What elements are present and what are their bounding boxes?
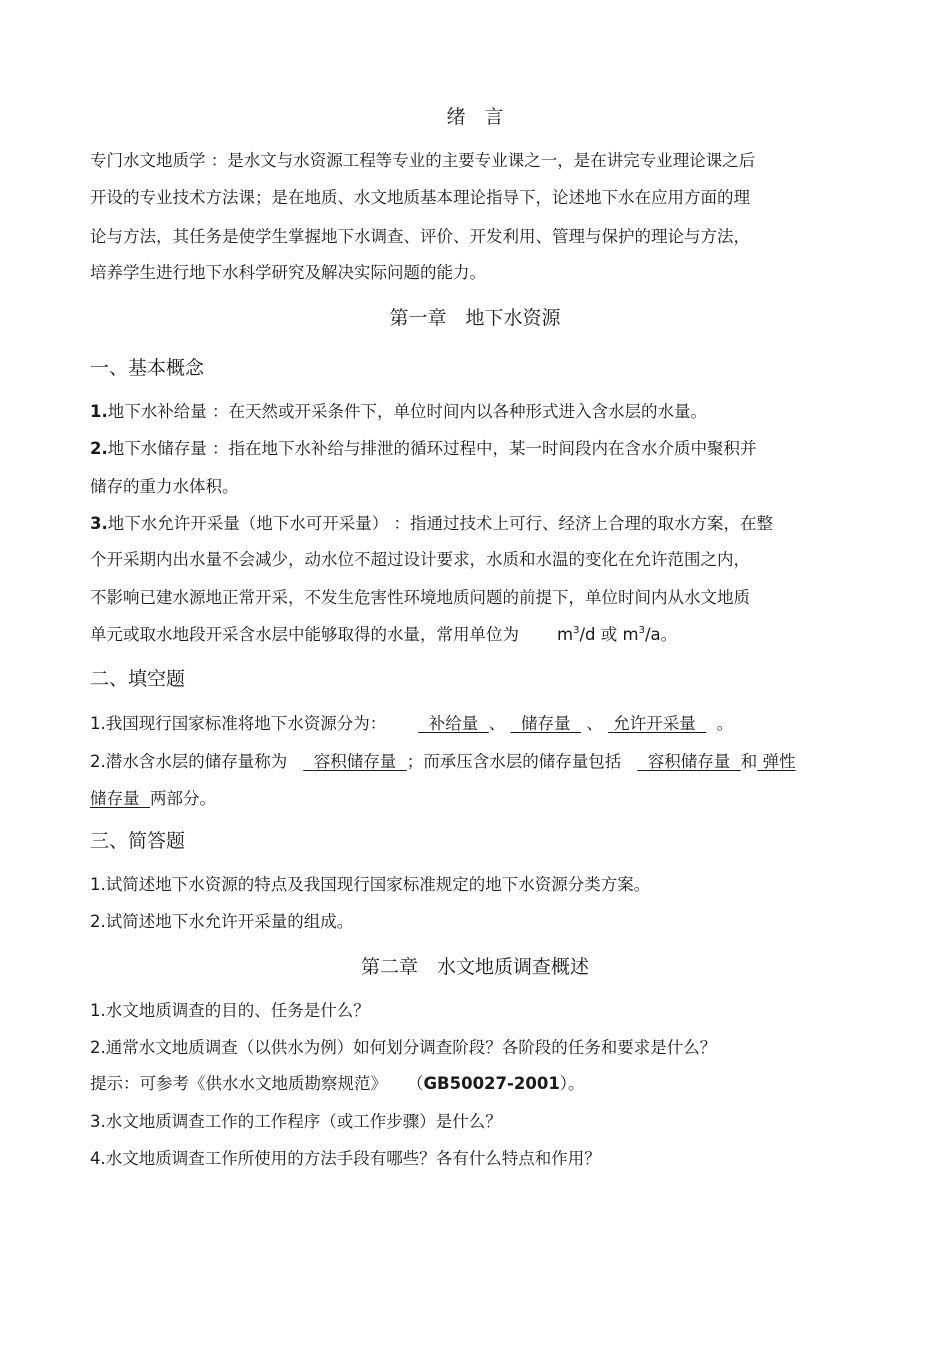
short-answer-question-1: 1.试简述地下水资源的特点及我国现行国家标准规定的地下水资源分类方案。 (90, 875, 651, 894)
fill-question-2-prefix: 2.潜水含水层的储存量称为 (90, 752, 288, 771)
section-short-answer-heading: 三、简答题 (90, 830, 186, 852)
answer-volumetric-storage-2: 容积储存量 (647, 752, 731, 771)
hint-standard-code: GB50027-2001 (423, 1074, 560, 1093)
intro-line-1: 专门水文地质学 ：是水文与水资源工程等专业的主要专业课之一，是在讲完专业理论课之后 (90, 151, 756, 170)
unit-or-word: 或 (600, 625, 618, 644)
chapter-2-question-3: 3.水文地质调查工作的工作程序（或工作步骤）是什么？ (90, 1112, 502, 1131)
definition-2-number: 2. (90, 439, 108, 458)
chapter-2-hint: 提示：可参考《供水水文地质勘察规范》 （GB50027-2001）。 (90, 1074, 585, 1093)
definition-3-line-1 (90, 513, 773, 535)
definition-3-line-4: 单元或取水地段开采含水层中能够取得的水量，常用单位为 $m^3/d$ 或 $m^3/a$。 (90, 625, 678, 644)
chapter-2-question-1: 1.水文地质调查的目的、任务是什么？ (90, 1001, 370, 1020)
answer-volumetric-storage: 容积储存量 (313, 752, 397, 771)
definition-1 (90, 401, 707, 423)
definition-3-line-3: 不影响已建水源地正常开采，不发生危害性环境地质问题的前提下，单位时间内从水文地质 (90, 588, 750, 607)
definition-3-number: 3. (90, 514, 108, 533)
short-answer-question-2: 2.试简述地下水允许开采量的组成。 (90, 912, 354, 931)
answer-storage: 储存量 (521, 714, 571, 733)
definition-1-text: 地下水补给量 ：在天然或开采条件下，单位时间内以各种形式进入含水层的水量。 (107, 402, 707, 421)
answer-recharge: 补给量 (428, 714, 479, 733)
chapter-1-title: 第一章 地下水资源 (389, 307, 561, 329)
fill-question-2-line-2: 储存量 两部分。 (90, 789, 216, 808)
answer-allowable-yield: 允许开采量 (613, 714, 696, 733)
intro-line-2: 开设的专业技术方法课；是在地质、水文地质基本理论指导下，论述地下水在应用方面的理 (90, 188, 750, 207)
unit-m3-per-year: $m^3/a$ (622, 625, 661, 644)
definition-2-line-1 (90, 438, 757, 460)
section-fill-blank-heading: 二、填空题 (90, 668, 186, 690)
chapter-2-question-4: 4.水文地质调查工作所使用的方法手段有哪些？各有什么特点和作用？ (90, 1149, 601, 1168)
definition-1-number: 1. (90, 402, 108, 421)
definition-3-line-4-text: 单元或取水地段开采含水层中能够取得的水量，常用单位为 (90, 625, 519, 644)
definition-3-line-2: 个开采期内出水量不会减少，动水位不超过设计要求，水质和水温的变化在允许范围之内， (90, 550, 750, 569)
unit-m3-per-day: $m^3/d$ (557, 625, 596, 644)
fill-question-1: 1.我国现行国家标准将地下水资源分为： 补给量 、 储存量 、 允许开采量 。 (90, 714, 734, 733)
answer-elastic-storage-part-1: 弹性 (762, 752, 796, 771)
definition-2-text: 地下水储存量 ：指在地下水补给与排泄的循环过程中，某一时间段内在含水介质中聚积并 (107, 439, 757, 458)
intro-line-4: 培养学生进行地下水科学研究及解决实际问题的能力。 (90, 263, 486, 282)
section-basic-concepts-heading: 一、基本概念 (90, 357, 205, 379)
chapter-2-title: 第二章 水文地质调查概述 (360, 956, 589, 978)
intro-title: 绪 言 (446, 106, 504, 128)
fill-question-2-line-1: 2.潜水含水层的储存量称为 容积储存量 ；而承压含水层的储存量包括 容积储存量 和 弹性 (90, 752, 796, 771)
answer-elastic-storage-part-2: 储存量 (90, 789, 140, 808)
intro-line-3: 论与方法，其任务是使学生掌握地下水调查、评价、开发利用、管理与保护的理论与方法， (90, 227, 750, 246)
fill-question-1-prefix: 1.我国现行国家标准将地下水资源分为： (90, 714, 387, 733)
hint-prefix: 提示：可参考《供水水文地质勘察规范》 (90, 1074, 387, 1093)
chapter-2-question-2: 2.通常水文地质调查（以供水为例）如何划分调查阶段？各阶段的任务和要求是什么？ (90, 1038, 717, 1057)
definition-2-line-2: 储存的重力水体积。 (90, 477, 239, 496)
definition-3-text: 地下水允许开采量（地下水可开采量） ：指通过技术上可行、经济上合理的取水方案，在整 (107, 514, 773, 533)
